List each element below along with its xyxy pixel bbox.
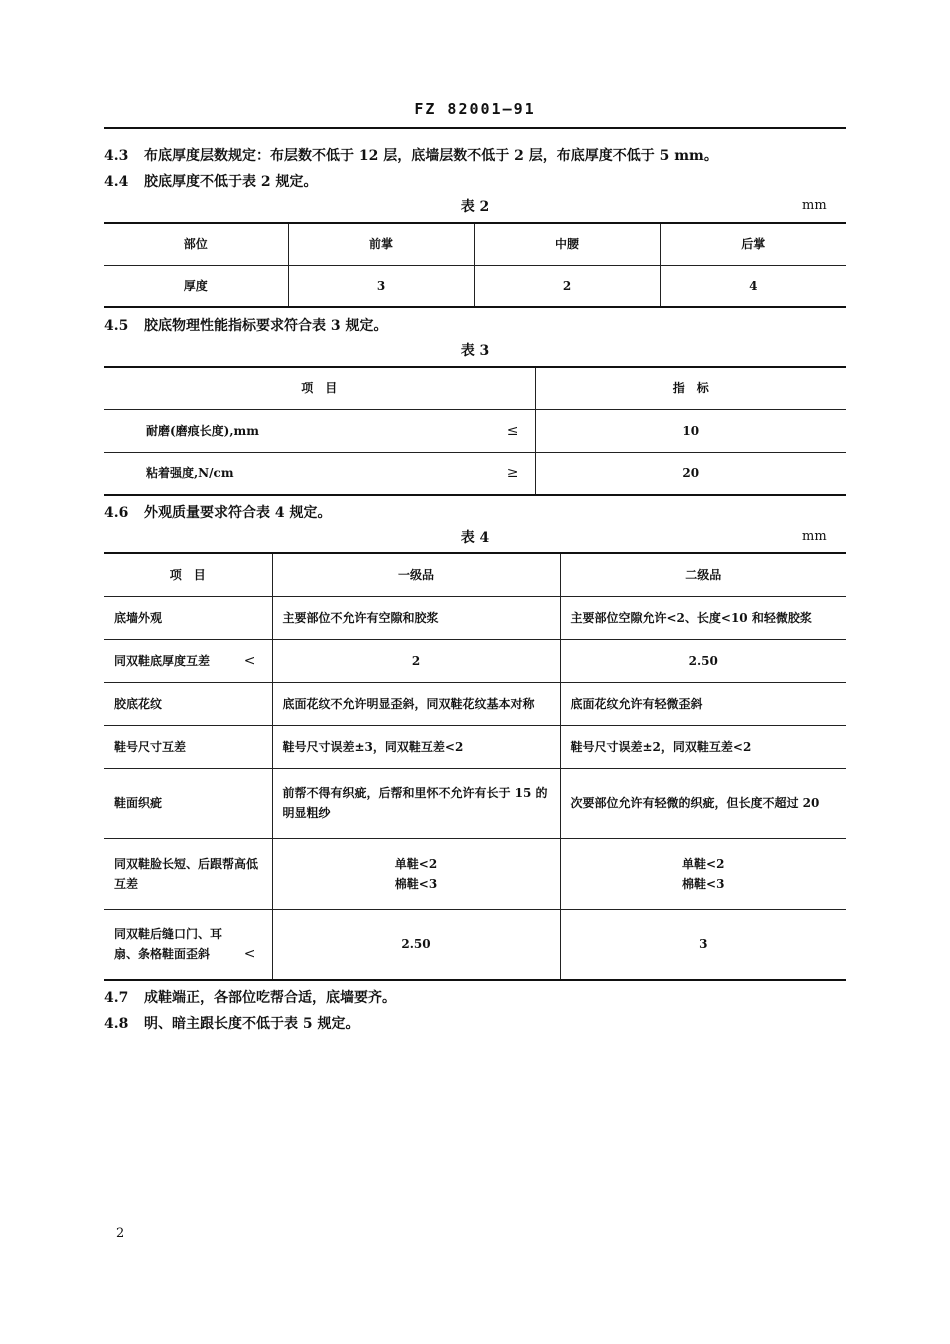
paragraph-4-5 bbox=[104, 315, 388, 335]
item-label: 同双鞋后缝口门、耳扇、条格鞋面歪斜 bbox=[114, 927, 223, 962]
table-row bbox=[104, 265, 846, 307]
table-row bbox=[104, 838, 846, 909]
table-cell: 底墙外观 bbox=[104, 596, 272, 639]
table-cell: 2.50 bbox=[560, 639, 846, 682]
paragraph-text: 明、暗主跟长度不低于表 5 规定。 bbox=[144, 1016, 360, 1032]
table-cell: 20 bbox=[535, 452, 846, 495]
table2-unit: mm bbox=[802, 198, 827, 213]
page-number: 2 bbox=[116, 1226, 125, 1241]
paragraph-text: 成鞋端正，各部位吃帮合适，底墙要齐。 bbox=[144, 990, 396, 1006]
item-label: 粘着强度,N/cm bbox=[146, 466, 234, 481]
paragraph-number: 4.3 bbox=[104, 148, 129, 164]
table-header-cell: 中腰 bbox=[474, 223, 660, 265]
table-row bbox=[104, 409, 846, 452]
paragraph-number: 4.4 bbox=[104, 174, 129, 190]
table-3 bbox=[104, 366, 846, 496]
table-cell: 4 bbox=[660, 265, 846, 307]
paragraph-4-8 bbox=[104, 1013, 360, 1033]
table-header-cell: 指 标 bbox=[535, 367, 846, 409]
item-label: 同双鞋底厚度互差 bbox=[114, 653, 211, 668]
table4-caption: 表 4 bbox=[460, 530, 490, 546]
table-cell bbox=[104, 909, 272, 980]
table-cell: 鞋号尺寸误差±3，同双鞋互差<2 bbox=[272, 725, 560, 768]
operator-symbol: ≥ bbox=[506, 465, 519, 482]
table-cell: 鞋号尺寸误差±2，同双鞋互差<2 bbox=[560, 725, 846, 768]
paragraph-number: 4.7 bbox=[104, 990, 129, 1006]
paragraph-text: 胶底厚度不低于表 2 规定。 bbox=[144, 174, 318, 190]
table-cell: 同双鞋脸长短、后跟帮高低互差 bbox=[104, 838, 272, 909]
operator-symbol: ≤ bbox=[506, 422, 519, 439]
table-cell: 底面花纹允许有轻微歪斜 bbox=[560, 682, 846, 725]
table-cell: 前帮不得有织疵，后帮和里怀不允许有长于 15 的明显粗纱 bbox=[272, 768, 560, 838]
table-row bbox=[104, 909, 846, 980]
document-code-header: FZ 82001—91 bbox=[414, 100, 536, 118]
table-header-cell: 二级品 bbox=[560, 553, 846, 596]
table-row bbox=[104, 452, 846, 495]
paragraph-4-3 bbox=[104, 145, 718, 165]
paragraph-4-6 bbox=[104, 502, 332, 522]
table-header-cell: 一级品 bbox=[272, 553, 560, 596]
paragraph-4-4 bbox=[104, 171, 318, 191]
table-header-row bbox=[104, 553, 846, 596]
table-4 bbox=[104, 552, 846, 981]
table-cell: 3 bbox=[288, 265, 474, 307]
table-header-cell: 部位 bbox=[104, 223, 288, 265]
paragraph-number: 4.6 bbox=[104, 505, 129, 521]
table-cell: 鞋号尺寸互差 bbox=[104, 725, 272, 768]
table-header-row bbox=[104, 367, 846, 409]
table-cell: 2 bbox=[272, 639, 560, 682]
table-cell: 2.50 bbox=[272, 909, 560, 980]
table-cell: 厚度 bbox=[104, 265, 288, 307]
table-cell bbox=[104, 409, 535, 452]
table-cell: 次要部位允许有轻微的织疵，但长度不超过 20 bbox=[560, 768, 846, 838]
item-label: 耐磨(磨痕长度),mm bbox=[146, 423, 259, 438]
table-header-cell: 后掌 bbox=[660, 223, 846, 265]
paragraph-4-7 bbox=[104, 987, 396, 1007]
operator-symbol: < bbox=[243, 946, 256, 963]
cell-line: 单鞋<2 bbox=[682, 856, 725, 871]
table-cell: 胶底花纹 bbox=[104, 682, 272, 725]
table-cell: 2 bbox=[474, 265, 660, 307]
table-row bbox=[104, 682, 846, 725]
table-cell bbox=[272, 838, 560, 909]
table-cell bbox=[560, 838, 846, 909]
paragraph-text: 外观质量要求符合表 4 规定。 bbox=[144, 505, 332, 521]
cell-line: 单鞋<2 bbox=[394, 856, 438, 871]
paragraph-text: 布底厚度层数规定：布层数不低于 12 层，底墙层数不低于 2 层，布底厚度不低于 5 mm。 bbox=[144, 148, 718, 164]
paragraph-number: 4.8 bbox=[104, 1016, 129, 1032]
cell-line: 棉鞋<3 bbox=[682, 876, 725, 891]
paragraph-number: 4.5 bbox=[104, 318, 129, 334]
table-cell: 底面花纹不允许明显歪斜，同双鞋花纹基本对称 bbox=[272, 682, 560, 725]
table-header-cell: 前掌 bbox=[288, 223, 474, 265]
table-row bbox=[104, 768, 846, 838]
table-header-cell: 项 目 bbox=[104, 367, 535, 409]
table-cell bbox=[104, 452, 535, 495]
header-rule bbox=[104, 127, 846, 129]
table-header-cell: 项 目 bbox=[104, 553, 272, 596]
table-header-row bbox=[104, 223, 846, 265]
table2-caption: 表 2 bbox=[460, 199, 490, 215]
table-cell: 主要部位不允许有空隙和胶浆 bbox=[272, 596, 560, 639]
table-2 bbox=[104, 222, 846, 308]
table-cell bbox=[104, 639, 272, 682]
table-row bbox=[104, 596, 846, 639]
table-cell: 3 bbox=[560, 909, 846, 980]
table-cell: 鞋面织疵 bbox=[104, 768, 272, 838]
table4-unit: mm bbox=[802, 529, 827, 544]
table-cell: 10 bbox=[535, 409, 846, 452]
table-cell: 主要部位空隙允许<2、长度<10 和轻微胶浆 bbox=[560, 596, 846, 639]
operator-symbol: < bbox=[243, 652, 256, 669]
table-row bbox=[104, 639, 846, 682]
table3-caption: 表 3 bbox=[460, 343, 490, 359]
paragraph-text: 胶底物理性能指标要求符合表 3 规定。 bbox=[144, 318, 388, 334]
cell-line: 棉鞋<3 bbox=[394, 876, 438, 891]
table-row bbox=[104, 725, 846, 768]
